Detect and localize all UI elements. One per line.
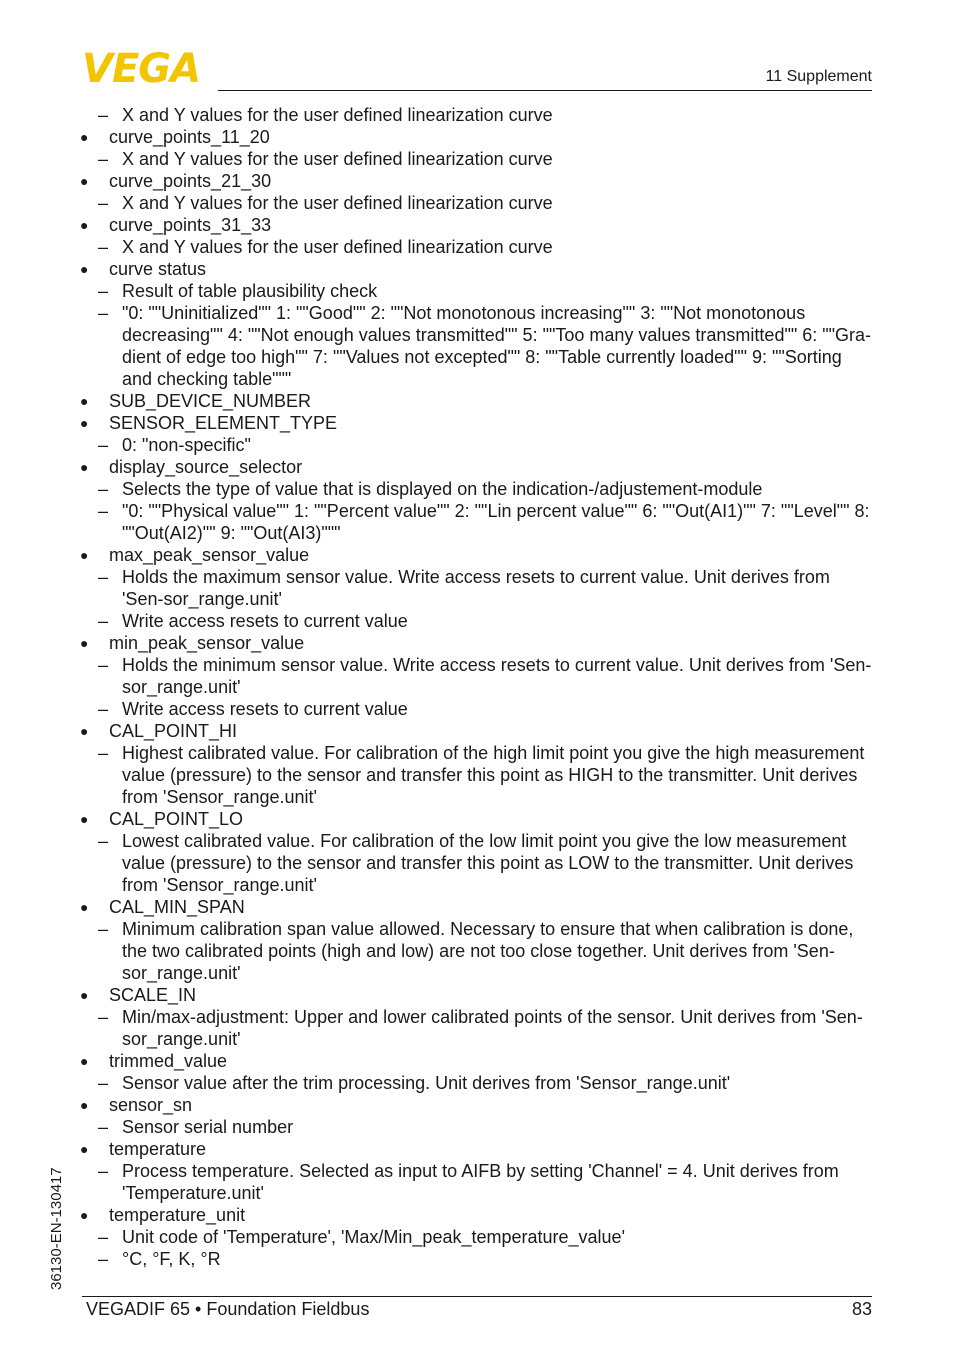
header-divider [218,90,872,91]
dash-marker: – [98,919,109,939]
dash-item [80,478,874,500]
bullet-marker: ● [80,1141,89,1157]
item-text: max_peak_sensor_value [109,545,310,565]
item-text: CAL_POINT_LO [109,809,244,829]
item-text: Write access resets to current value [122,611,408,631]
item-text: 0: "non-specific" [122,435,251,455]
item-text: SUB_DEVICE_NUMBER [109,391,312,411]
dash-item [80,192,874,214]
bullet-item [80,808,874,830]
dash-marker: – [98,611,109,631]
bullet-marker: ● [80,173,89,189]
item-text: Result of table plausibility check [122,281,378,301]
bullet-item [80,1138,874,1160]
footer-product: VEGADIF 65 • Foundation Fieldbus [86,1299,370,1319]
bullet-marker: ● [80,129,89,145]
item-text: Minimum calibration span value allowed. Necessary to ensure that when calibration is done, the two calibrated points (high and low) are not too close together. Unit derives from 'Sen-sor_range.unit' [122,919,854,983]
dash-item [80,148,874,170]
dash-marker: – [98,1249,109,1269]
item-text: Highest calibrated value. For calibration of the high limit point you give the high measurement value (pressure) to the sensor and transfer this point as HIGH to the transmitter. Unit derives from 'Sensor_range.unit' [122,743,865,807]
dash-marker: – [98,281,109,301]
item-text: Lowest calibrated value. For calibration of the low limit point you give the low measurement value (pressure) to the sensor and transfer this point as LOW to the transmitter. Unit derives from 'Sensor_range.unit' [122,831,854,895]
item-text: Min/max-adjustment: Upper and lower calibrated points of the sensor. Unit derives from 'Sen-sor_range.unit' [122,1007,863,1049]
dash-marker: – [98,1161,109,1181]
dash-marker: – [98,149,109,169]
section-title: 11 Supplement [765,68,872,85]
dash-item [80,1072,874,1094]
bullet-item [80,896,874,918]
item-text: display_source_selector [109,457,303,477]
bullet-marker: ● [80,1097,89,1113]
dash-item [80,698,874,720]
bullet-marker: ● [80,459,89,475]
item-text: CAL_POINT_HI [109,721,238,741]
dash-marker: – [98,303,109,323]
item-text: °C, °F, K, °R [122,1249,221,1269]
item-text: curve_points_21_30 [109,171,272,191]
bullet-marker: ● [80,261,89,277]
dash-marker: – [98,501,109,521]
item-text: Unit code of 'Temperature', 'Max/Min_peak_temperature_value' [122,1227,626,1247]
item-text: "0: ""Uninitialized"" 1: ""Good"" 2: ""Not monotonous increasing"" 3: ""Not monotonous decreasing"" 4: ""Not enough values transmitted"" 5: ""Too many values transmitted"" 6: ""Gra-dient of edge too high"" 7: ""Values not excepted"" 8: ""Table currently loaded"" 9: ""Sorting and checking table""" [122,303,872,389]
bullet-item [80,1050,874,1072]
item-text: SENSOR_ELEMENT_TYPE [109,413,338,433]
item-text: curve_points_11_20 [109,127,270,147]
dash-item [80,830,874,896]
page-number: 83 [851,1299,872,1319]
item-text: X and Y values for the user defined linearization curve [122,149,553,169]
dash-marker: – [98,1117,109,1137]
bullet-item [80,720,874,742]
bullet-marker: ● [80,547,89,563]
dash-item [80,104,874,126]
dash-marker: – [98,1007,109,1027]
dash-item [80,1006,874,1050]
item-text: X and Y values for the user defined linearization curve [122,193,553,213]
dash-marker: – [98,237,109,257]
dash-marker: – [98,435,109,455]
bullet-item [80,632,874,654]
bullet-item [80,544,874,566]
vega-logo [82,50,212,84]
item-text: X and Y values for the user defined linearization curve [122,105,553,125]
document-number: 36130-EN-130417 [48,1167,65,1290]
dash-marker: – [98,193,109,213]
bullet-item [80,170,874,192]
bullet-marker: ● [80,899,89,915]
dash-item [80,1116,874,1138]
item-text: Holds the maximum sensor value. Write access resets to current value. Unit derives from 'Sen-sor_range.unit' [122,567,830,609]
bullet-item [80,412,874,434]
item-text: CAL_MIN_SPAN [109,897,245,917]
dash-item [80,610,874,632]
dash-item [80,500,874,544]
dash-item [80,236,874,258]
bullet-item [80,1204,874,1226]
bullet-item [80,258,874,280]
item-text: temperature [109,1139,207,1159]
dash-marker: – [98,567,109,587]
item-text: curve status [109,259,207,279]
bullet-marker: ● [80,415,89,431]
dash-marker: – [98,743,109,763]
bullet-item [80,390,874,412]
item-text: Selects the type of value that is displayed on the indication-/adjustement-module [122,479,763,499]
item-text: temperature_unit [109,1205,246,1225]
bullet-item [80,984,874,1006]
item-text: sensor_sn [109,1095,193,1115]
item-text: SCALE_IN [109,985,197,1005]
item-text: curve_points_31_33 [109,215,272,235]
bullet-marker: ● [80,393,89,409]
dash-marker: – [98,1227,109,1247]
footer-divider [82,1296,872,1297]
dash-item [80,302,874,390]
dash-item [80,742,874,808]
dash-item [80,1160,874,1204]
dash-item [80,434,874,456]
dash-marker: – [98,1073,109,1093]
dash-marker: – [98,655,109,675]
dash-item [80,1226,874,1248]
dash-marker: – [98,479,109,499]
item-text: X and Y values for the user defined linearization curve [122,237,553,257]
dash-item [80,1248,874,1270]
parameter-list [80,104,874,1270]
item-text: Sensor serial number [122,1117,294,1137]
bullet-item [80,456,874,478]
dash-item [80,566,874,610]
dash-item [80,654,874,698]
dash-marker: – [98,699,109,719]
dash-marker: – [98,105,109,125]
dash-marker: – [98,831,109,851]
logo-text: VEGA [82,50,201,84]
bullet-item [80,126,874,148]
bullet-marker: ● [80,723,89,739]
bullet-item [80,214,874,236]
item-text: Holds the minimum sensor value. Write access resets to current value. Unit derives from 'Sen-sor_range.unit' [122,655,872,697]
item-text: Sensor value after the trim processing. Unit derives from 'Sensor_range.unit' [122,1073,731,1093]
bullet-marker: ● [80,987,89,1003]
bullet-marker: ● [80,217,89,233]
bullet-item [80,1094,874,1116]
item-text: Write access resets to current value [122,699,408,719]
item-text: Process temperature. Selected as input to AIFB by setting 'Channel' = 4. Unit derives from 'Temperature.unit' [122,1161,839,1203]
item-text: "0: ""Physical value"" 1: ""Percent value"" 2: ""Lin percent value"" 6: ""Out(AI1)"" 7: ""Level"" 8: ""Out(AI2)"" 9: ""Out(AI3)""" [122,501,870,543]
dash-item [80,918,874,984]
bullet-marker: ● [80,635,89,651]
item-text: min_peak_sensor_value [109,633,305,653]
bullet-marker: ● [80,1207,89,1223]
bullet-marker: ● [80,811,89,827]
item-text: trimmed_value [109,1051,228,1071]
dash-item [80,280,874,302]
bullet-marker: ● [80,1053,89,1069]
